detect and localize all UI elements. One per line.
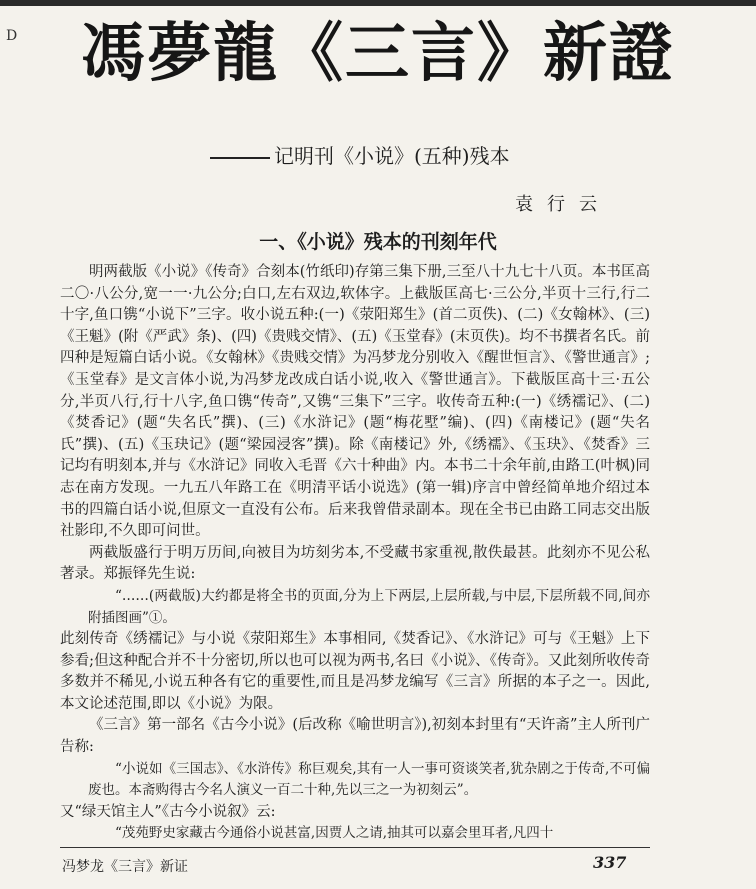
paragraph-4: 《三言》第一部名《古今小说》(后改称《喻世明言》),初刻本封里有“天许斋”主人所刊广告称:: [60, 717, 650, 756]
edge-mark: D: [6, 28, 18, 44]
quote-2: “小说如《三国志》、《水浒传》称巨观矣,其有一人一事可资谈笑者,犹杂剧之于传奇,不可偏废也。本斋购得古今名人演义一百二十种,先以三之一为初刻云”。: [88, 760, 650, 799]
quote-1: “……(两截版)大约都是将全书的页面,分为上下两层,上层所载,与中层,下层所载不同,间亦附插图画”①。: [88, 587, 650, 626]
footer-rule: [60, 847, 650, 848]
subtitle-text: 记明刊《小说》(五种)残本: [274, 144, 510, 168]
top-edge-bar: [0, 0, 756, 6]
subtitle-dash: [210, 157, 270, 159]
article-title: 馮夢龍《三言》新證: [81, 17, 675, 91]
article-subtitle: [210, 142, 510, 170]
paragraph-2: 两截版盛行于明万历间,向被目为坊刻劣本,不受藏书家重视,散佚最甚。此刻亦不见公私著录。郑振铎先生说:: [60, 544, 650, 583]
article-body: [60, 262, 650, 845]
page-number: 337: [593, 853, 627, 872]
author-name: 袁行云: [515, 194, 611, 215]
section-heading: 一、《小说》残本的刊刻年代: [259, 231, 497, 253]
quote-3: “茂苑野史家藏古今通俗小说甚富,因贾人之请,抽其可以嘉会里耳者,凡四十: [115, 825, 554, 842]
paragraph-5: 又“绿天馆主人”《古今小说叙》云:: [60, 803, 276, 820]
paragraph-1: 明两截版《小说》《传奇》合刻本(竹纸印)存第三集下册,三至八十九七十八页。本书匡高二〇·八公分,宽一一·九公分;白口,左右双边,软体字。上截版匡高七·三公分,半页十三行,行二十字,鱼口镌“小说下”三字。收小说五种:(一)《荥阳郑生》(首二页佚)、(二)《女翰林》、(三)《王魁》(附《严武》条)、(四)《贵贱交情》、(五)《玉堂春》(末页佚)。均不书撰者名氏。前四种是短篇白话小说。《女翰林》《贵贱交情》为冯梦龙分别收入《醒世恒言》、《警世通言》;《玉堂春》是文言体小说,为冯梦龙改成白话小说,收入《警世通言》。下截版匡高十三·五公分,半页八行,行十八字,鱼口镌“传奇”,又镌“三集下”三字。收传奇五种:(一)《绣襦记》、(二)《焚香记》(题“失名氏”撰)、(三)《水浒记》(题“梅花墅”编)、(四)《南楼记》(题“失名氏”撰)、(五)《玉玦记》(题“梁园浸客”撰)。除《南楼记》外,《绣襦》、《玉玦》、《焚香》三记均有明刻本,并与《水浒记》同收入毛晋《六十种曲》内。本书二十余年前,由路工(叶枫)同志在南方发现。一九五八年路工在《明清平话小说选》(第一辑)序言中曾经简单地介绍过本书的四篇白话小说,但原文一直没有公布。后来我曾借录副本。现在全书已由路工同志交出版社影印,不久即可问世。: [60, 264, 650, 540]
paragraph-3: 此刻传奇《绣襦记》与小说《荥阳郑生》本事相同,《焚香记》、《水浒记》可与《王魁》上下参看;但这种配合并不十分密切,所以也可以视为两书,名曰《小说》、《传奇》。又此刻所收传奇多数并不稀见,小说五种各有它的重要性,而且是冯梦龙编写《三言》所据的本子之一。因此,本文论述范围,即以《小说》为限。: [60, 631, 650, 712]
running-title: 冯梦龙《三言》新证: [62, 859, 188, 875]
